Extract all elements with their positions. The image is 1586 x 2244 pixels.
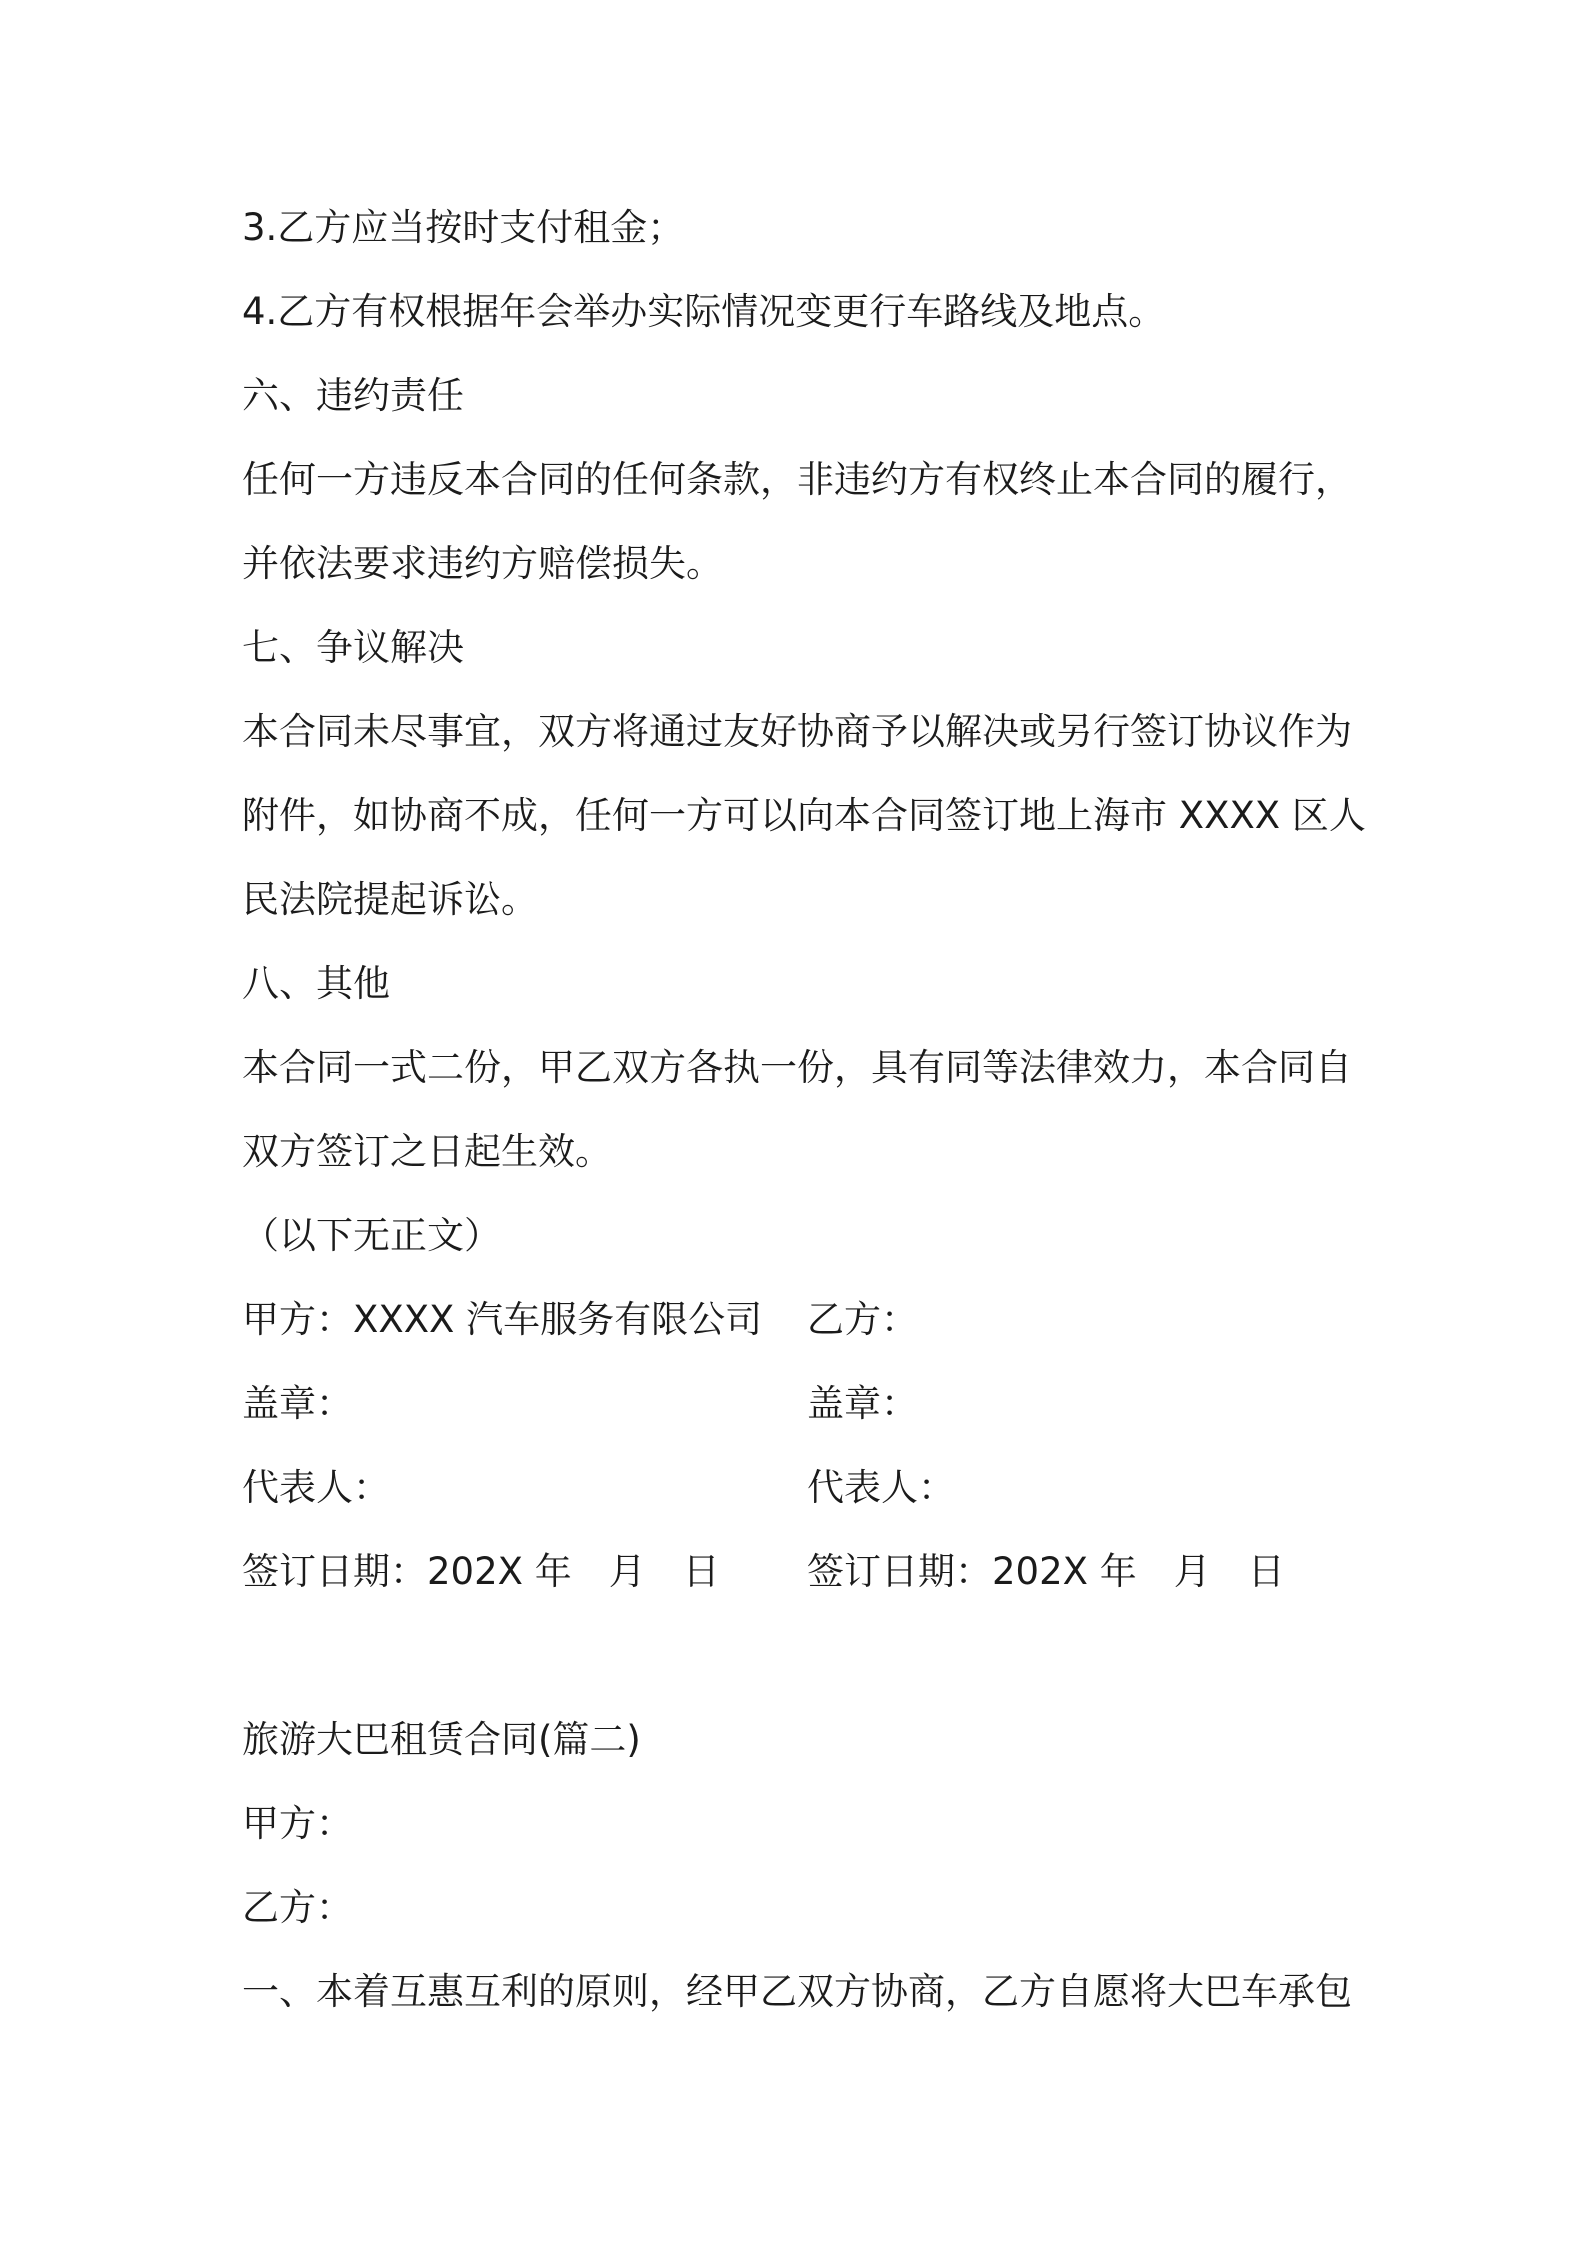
other-heading: 八、其他 [242,962,390,1005]
contract2-title: 旅游大巴租赁合同(篇二) [242,1718,641,1761]
party-a-seal: 盖章： [242,1382,353,1425]
no-text-note: （以下无正文） [242,1214,501,1257]
party-a-date: 签订日期：202X 年 月 日 [242,1550,720,1593]
breach-heading: 六、违约责任 [242,374,464,417]
party-b-seal: 盖章： [807,1382,918,1425]
breach-body-line-1: 任何一方违反本合同的任何条款，非违约方有权终止本合同的履行， [242,458,1352,501]
contract2-party-a: 甲方： [242,1802,353,1845]
dispute-heading: 七、争议解决 [242,626,464,669]
party-a-name: 甲方：XXXX 汽车服务有限公司 [242,1298,763,1341]
clause-item-3: 3.乙方应当按时支付租金； [242,206,685,249]
party-b-date: 签订日期：202X 年 月 日 [807,1550,1285,1593]
party-b-name: 乙方： [807,1298,918,1341]
dispute-body-line-1: 本合同未尽事宜，双方将通过友好协商予以解决或另行签订协议作为 [242,710,1352,753]
dispute-body-line-3: 民法院提起诉讼。 [242,878,538,921]
party-b-representative: 代表人： [807,1466,955,1509]
contract2-clause-1-line-1: 一、本着互惠互利的原则，经甲乙双方协商，乙方自愿将大巴车承包 [242,1970,1352,2013]
clause-item-4: 4.乙方有权根据年会举办实际情况变更行车路线及地点。 [242,290,1166,333]
dispute-body-line-2: 附件，如协商不成，任何一方可以向本合同签订地上海市 XXXX 区人 [242,794,1366,837]
document-page [242,186,1372,2034]
other-body-line-1: 本合同一式二份，甲乙双方各执一份，具有同等法律效力，本合同自 [242,1046,1352,1089]
breach-body-line-2: 并依法要求违约方赔偿损失。 [242,542,723,585]
signature-row-seal [242,1362,1372,1446]
contract2-party-b: 乙方： [242,1886,353,1929]
party-a-representative: 代表人： [242,1466,390,1509]
signature-row-representative [242,1446,1372,1530]
other-body-line-2: 双方签订之日起生效。 [242,1130,612,1173]
signature-row-date [242,1530,1372,1614]
signature-row-name [242,1278,1372,1362]
blank-line [242,1614,1372,1698]
